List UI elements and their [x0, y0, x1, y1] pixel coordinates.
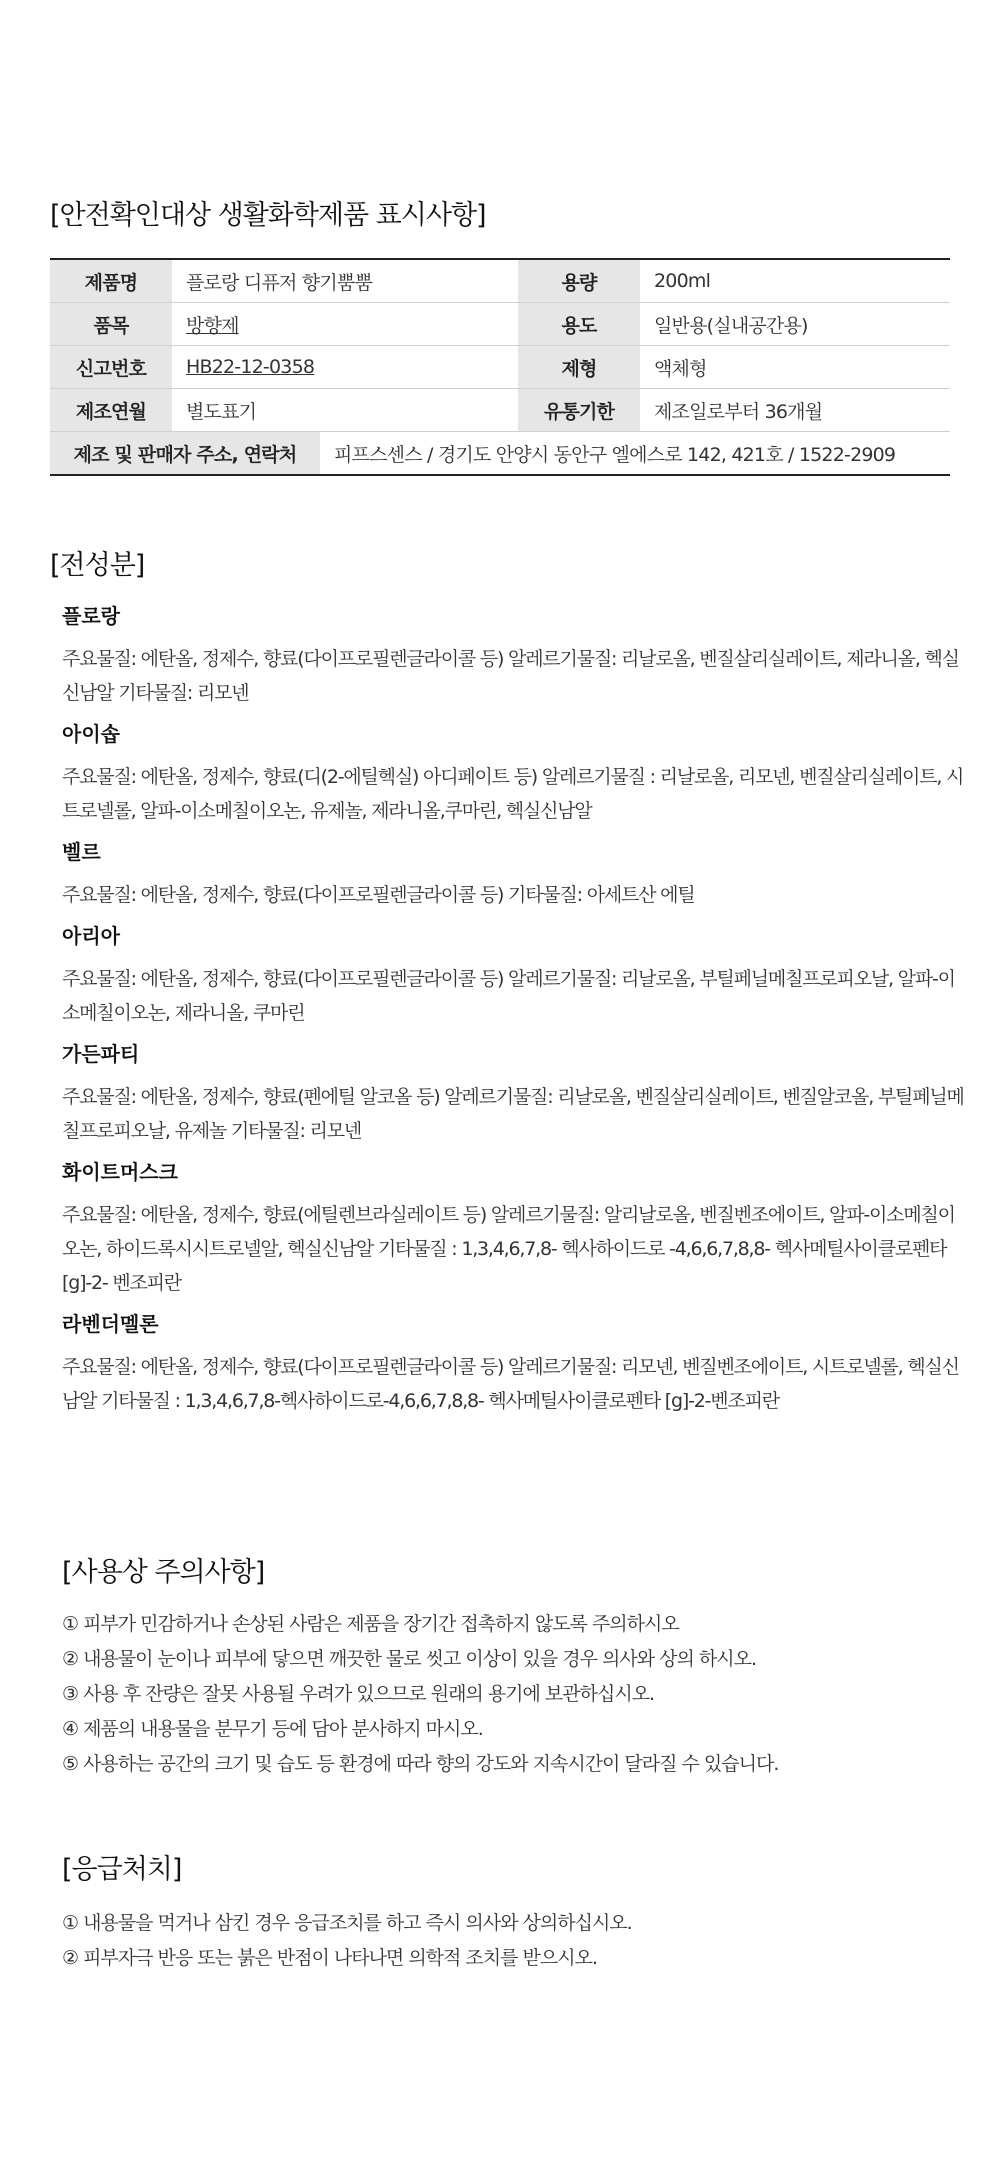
ingredient-name: 아리아	[62, 924, 120, 948]
ingredient-text: 주요물질: 에탄올, 정제수, 향료(다이프로필렌글라이콜 등) 알레르기물질: 리날로올, 벤질살리실레이트, 제라니올, 헥실신남알 기타물질: 리모넨	[62, 648, 959, 704]
product-name-header: 제품명	[50, 260, 172, 302]
manufacturer-value: 피프스센스 / 경기도 안양시 동안구 엘에스로 142, 421호 / 1522-2909	[334, 443, 896, 466]
report-number-value: HB22-12-0358	[186, 356, 315, 378]
usage-header: 용도	[518, 303, 640, 345]
ingredient-text: 주요물질: 에탄올, 정제수, 향료(펜에틸 알코올 등) 알레르기물질: 리날로올, 벤질살리실레이트, 벤질알코올, 부틸페닐메칠프로피오날, 유제놀 기타물질: 리모넨	[62, 1086, 964, 1142]
list-item	[62, 1159, 967, 1300]
manufacture-date-value: 별도표기	[186, 400, 257, 423]
table-row	[50, 260, 950, 303]
item-type-cell	[172, 303, 518, 345]
ingredient-text: 주요물질: 에탄올, 정제수, 향료(다이프로필렌글라이콜 등) 알레르기물질: 리날로올, 부틸페닐메칠프로피오날, 알파-이소메칠이오논, 제라니올, 쿠마린	[62, 968, 955, 1024]
ingredients-section-title: [전성분]	[50, 550, 145, 581]
list-item	[62, 1311, 967, 1418]
list-item	[62, 603, 967, 710]
ingredient-text: 주요물질: 에탄올, 정제수, 향료(디(2-에틸헥실) 아디페이트 등) 알레르기물질 : 리날로올, 리모넨, 벤질살리실레이트, 시트로넬롤, 알파-이소메칠이오논, 유제놀, 제라니올,쿠마린, 헥실신남알	[62, 766, 964, 822]
table-row	[50, 346, 950, 389]
formulation-header: 제형	[518, 346, 640, 388]
ingredient-name: 가든파티	[62, 1042, 140, 1066]
list-item: ④ 제품의 내용물을 분무기 등에 담아 분사하지 마시오.	[62, 1718, 483, 1740]
item-type-header: 품목	[50, 303, 172, 345]
product-name-value: 플로랑 디퓨저 향기뿜뿜	[186, 271, 373, 294]
ingredient-name: 화이트머스크	[62, 1160, 178, 1184]
ingredient-text: 주요물질: 에탄올, 정제수, 향료(다이프로필렌글라이콜 등) 알레르기물질: 리모넨, 벤질벤조에이트, 시트로넬롤, 헥실신남알 기타물질 : 1,3,4,6,7,8-헥사하이드로-4,6,6,7,8,8- 헥사메틸사이클로펜타 [g]-2-벤조피란	[62, 1356, 959, 1412]
capacity-value: 200ml	[654, 270, 711, 292]
ingredient-name: 플로랑	[62, 604, 120, 628]
usage-value: 일반용(실내공간용)	[654, 314, 808, 337]
table-row	[50, 389, 950, 432]
ingredient-name: 라벤더멜론	[62, 1312, 159, 1336]
list-item: ② 내용물이 눈이나 피부에 닿으면 깨끗한 물로 씻고 이상이 있을 경우 의사와 상의 하시오.	[62, 1648, 756, 1670]
list-item: ⑤ 사용하는 공간의 크기 및 습도 등 환경에 따라 향의 강도와 지속시간이 달라질 수 있습니다.	[62, 1753, 779, 1775]
ingredient-name: 벨르	[62, 840, 101, 864]
label-section-title: [안전확인대상 생활화학제품 표시사항]	[50, 200, 486, 231]
table-row	[50, 303, 950, 346]
formulation-value: 액체형	[654, 357, 707, 380]
expiry-value: 제조일로부터 36개월	[654, 400, 823, 423]
report-number-cell	[172, 346, 518, 388]
manufacture-date-header: 제조연월	[50, 389, 172, 431]
list-item	[62, 839, 967, 912]
ingredients-list	[62, 603, 967, 1429]
label-info-table	[50, 258, 950, 476]
list-item	[62, 1041, 967, 1148]
capacity-header: 용량	[518, 260, 640, 302]
list-item: ③ 사용 후 잔량은 잘못 사용될 우려가 있으므로 원래의 용기에 보관하십시오.	[62, 1683, 655, 1705]
caution-list	[62, 1607, 962, 1782]
first-aid-section-title: [응급처치]	[62, 1854, 182, 1885]
list-item	[62, 721, 967, 828]
list-item: ① 내용물을 먹거나 삼킨 경우 응급조치를 하고 즉시 의사와 상의하십시오.	[62, 1912, 632, 1934]
item-type-value: 방향제	[186, 314, 239, 337]
table-row	[50, 432, 950, 474]
expiry-header: 유통기한	[518, 389, 640, 431]
ingredient-name: 아이솝	[62, 722, 120, 746]
list-item	[62, 923, 967, 1030]
caution-section-title: [사용상 주의사항]	[62, 1557, 265, 1588]
manufacturer-header: 제조 및 판매자 주소, 연락처	[50, 432, 320, 474]
report-number-header: 신고번호	[50, 346, 172, 388]
list-item: ① 피부가 민감하거나 손상된 사람은 제품을 장기간 접촉하지 않도록 주의하시오	[62, 1613, 679, 1635]
first-aid-list	[62, 1906, 962, 1976]
ingredient-text: 주요물질: 에탄올, 정제수, 향료(에틸렌브라실레이트 등) 알레르기물질: 알리날로올, 벤질벤조에이트, 알파-이소메칠이오논, 하이드록시시트로넬알, 헥실신남알 기타물질 : 1,3,4,6,7,8- 헥사하이드로 -4,6,6,7,8,8- 헥사메틸사이클로펜타 [g]-2- 벤조피란	[62, 1204, 955, 1294]
ingredient-text: 주요물질: 에탄올, 정제수, 향료(다이프로필렌글라이콜 등) 기타물질: 아세트산 에틸	[62, 884, 695, 906]
list-item: ② 피부자극 반응 또는 붉은 반점이 나타나면 의학적 조치를 받으시오.	[62, 1947, 597, 1969]
